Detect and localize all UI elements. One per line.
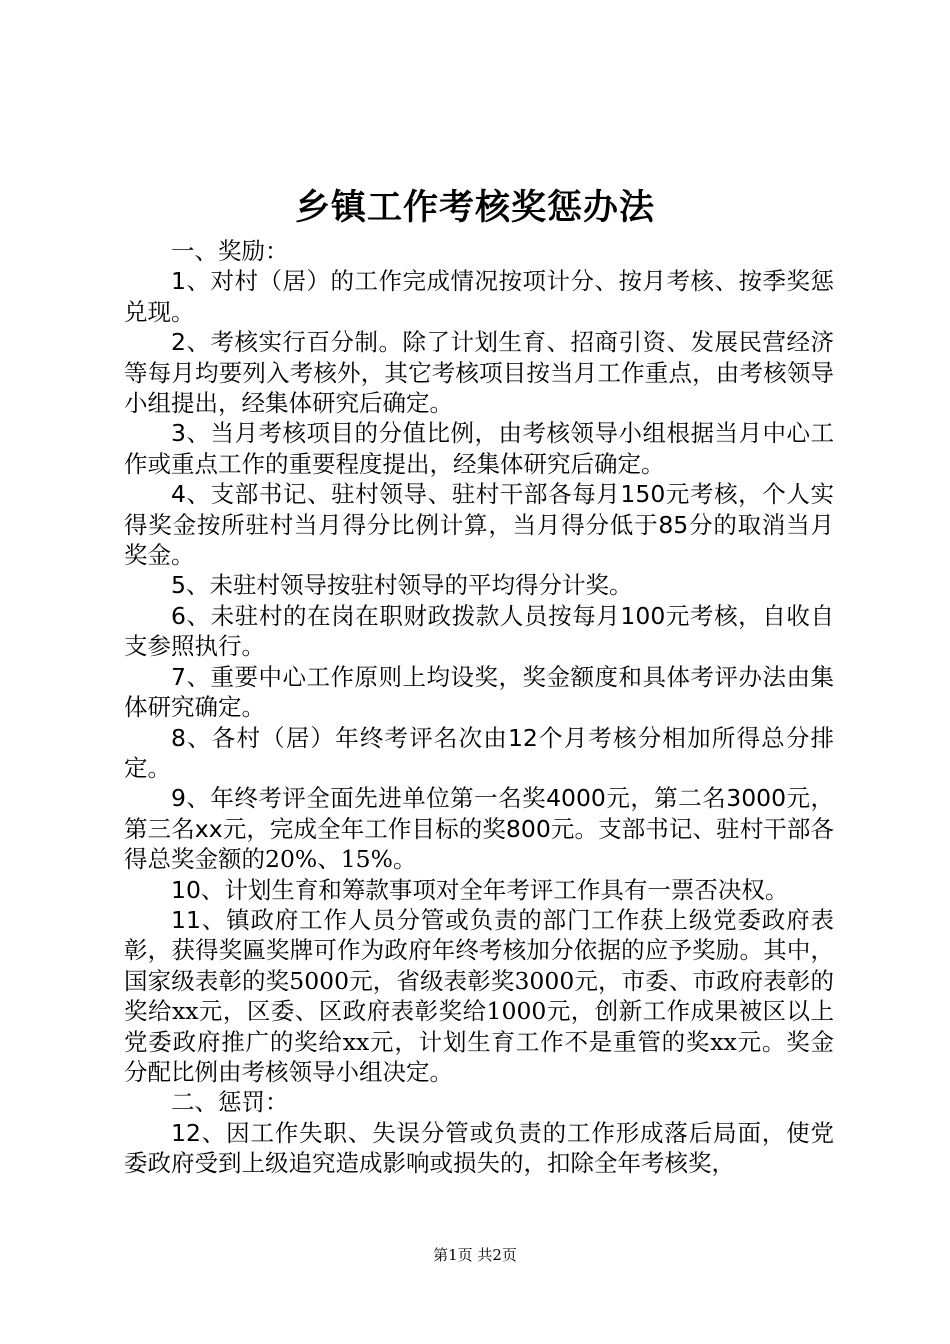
paragraph-text-continued: 其中，国家级表彰的奖5000元，省级表彰奖3000元，市委、市政府表彰的奖给xx元，区委、区政府表彰奖给1000元，创新工作成果被区以上党委政府推广的奖给xx元，计划生育工作不是重管的奖xx元。奖金分配比例由考核领导小组决定。 xyxy=(124,936,835,1086)
paragraph-9 xyxy=(124,783,834,874)
paragraph-6 xyxy=(124,601,834,662)
paragraph-text-continued: 支部书记、驻村干部各得总奖金额的20%、15%。 xyxy=(124,814,835,874)
paragraph-1 xyxy=(124,266,834,327)
paragraph-text: 一、奖励： xyxy=(171,237,289,265)
paragraph-text: 7、重要中心工作原则上均设奖，奖金额度和具体考评办法由集体研究确定。 xyxy=(124,662,834,722)
paragraph-text: 11、镇政府工作人员分管或负责的部门工作获上级党委政府表彰，获得奖匾奖牌可作为政府年终考核加分依据的应予奖励。 xyxy=(124,905,834,965)
paragraph-section-reward xyxy=(124,236,834,266)
paragraph-text: 二、惩罚： xyxy=(171,1088,289,1117)
document-title: 乡镇工作考核奖惩办法 xyxy=(294,188,655,228)
paragraph-7 xyxy=(124,662,834,723)
page-number: 第1页 共2页 xyxy=(433,1246,517,1264)
document-body xyxy=(124,236,834,1179)
paragraph-text: 4、支部书记、驻村领导、驻村干部各每月150元考核，个人实得奖金按所驻村当月得分比例计算，当月得分低于85分的取消当月奖金。 xyxy=(124,480,834,570)
paragraph-12 xyxy=(124,1118,834,1179)
paragraph-text: 5、未驻村领导按驻村领导的平均得分计奖。 xyxy=(171,571,633,600)
paragraph-text-continued: 除了计划生育、招商引资、发展民营经济等每月均要列入考核外，其它考核项目按当月工作重点，由考核领导小组提出，经集体研究后确定。 xyxy=(124,328,834,418)
paragraph-text: 3、当月考核项目的分值比例，由考核领导小组根据当月中心工作或重点工作的重要程度提出，经集体研究后确定。 xyxy=(124,419,834,478)
paragraph-3 xyxy=(124,418,834,479)
paragraph-text: 10、计划生育和筹款事项对全年考评工作具有一票否决权。 xyxy=(171,875,789,904)
paragraph-11 xyxy=(124,905,834,1087)
paragraph-text: 1、对村（居）的工作完成情况按项计分、按月考核、按季奖惩兑现。 xyxy=(124,267,834,326)
paragraph-text: 2、考核实行百分制。 xyxy=(171,328,403,357)
paragraph-4 xyxy=(124,479,834,570)
paragraph-text: 9、年终考评全面先进单位第一名奖4000元，第二名3000元，第三名xx元，完成全年工作目标的奖800元。 xyxy=(124,784,834,843)
paragraph-text: 6、未驻村的在岗在职财政拨款人员按每月100元考核，自收自支参照执行。 xyxy=(124,601,834,661)
paragraph-section-penalty xyxy=(124,1087,834,1117)
paragraph-10 xyxy=(124,875,834,905)
paragraph-text: 8、各村（居）年终考评名次由12个月考核分相加所得总分排定。 xyxy=(124,723,834,782)
paragraph-text: 12、因工作失职、失误分管或负责的工作形成落后局面，使党委政府受到上级追究造成影响或损失的，扣除全年考核奖， xyxy=(124,1118,834,1178)
paragraph-2 xyxy=(124,327,834,418)
paragraph-5 xyxy=(124,570,834,600)
paragraph-8 xyxy=(124,723,834,784)
